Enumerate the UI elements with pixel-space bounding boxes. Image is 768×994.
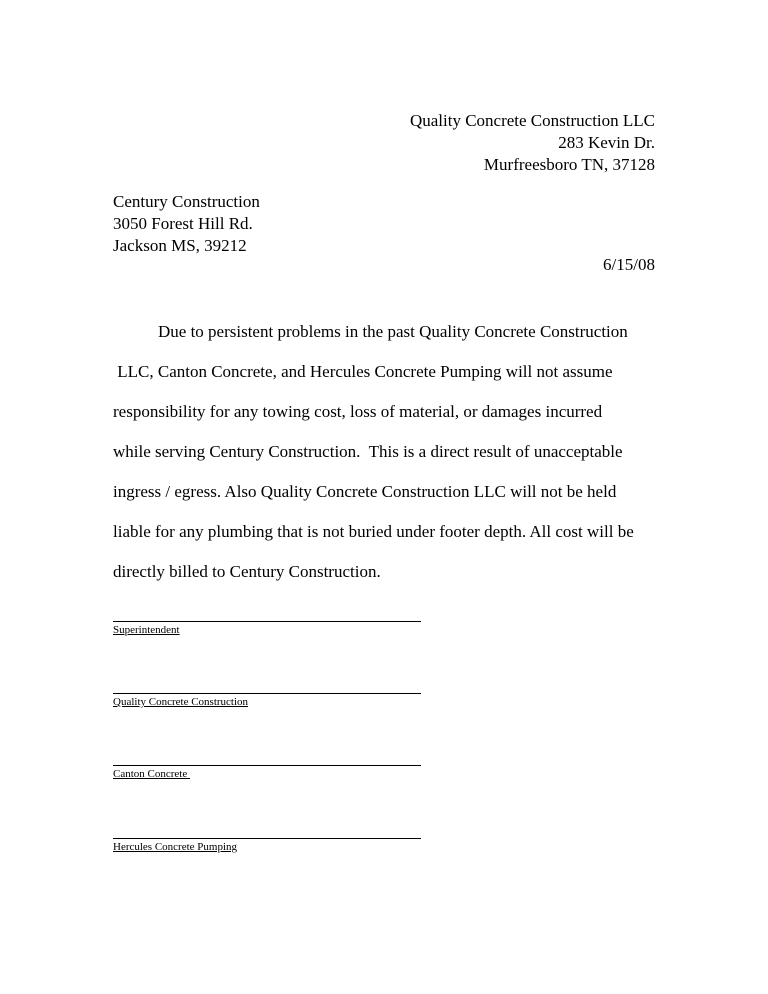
signature-line[interactable] xyxy=(113,693,421,694)
body-line: liable for any plumbing that is not buried under footer depth. All cost will be xyxy=(113,522,634,541)
body-line: while serving Century Construction. This is a direct result of unacceptable xyxy=(113,442,623,461)
signature-line[interactable] xyxy=(113,765,421,766)
signature-line[interactable] xyxy=(113,621,421,622)
body-line: LLC, Canton Concrete, and Hercules Concrete Pumping will not assume xyxy=(113,362,613,381)
recipient-company: Century Construction xyxy=(113,192,260,211)
signature-label: Canton Concrete xyxy=(113,768,190,780)
sender-city-state-zip: Murfreesboro TN, 37128 xyxy=(483,155,655,174)
body-line: Due to persistent problems in the past Quality Concrete Construction xyxy=(158,322,628,341)
signature-block-canton-concrete xyxy=(113,765,421,781)
signature-block-hercules-pumping xyxy=(113,838,421,854)
signature-label: Hercules Concrete Pumping xyxy=(113,841,238,853)
sender-street: 283 Kevin Dr. xyxy=(558,133,655,152)
recipient-address xyxy=(113,191,260,257)
body-line: responsibility for any towing cost, loss of material, or damages incurred xyxy=(113,402,603,421)
letter-body xyxy=(113,312,634,592)
signature-block-superintendent xyxy=(113,621,421,637)
recipient-street: 3050 Forest Hill Rd. xyxy=(113,214,253,233)
letter-date: 6/15/08 xyxy=(603,255,655,274)
sender-address xyxy=(410,110,655,176)
signature-line[interactable] xyxy=(113,838,421,839)
recipient-city-state-zip: Jackson MS, 39212 xyxy=(113,236,247,255)
body-line: directly billed to Century Construction. xyxy=(113,562,381,581)
sender-company: Quality Concrete Construction LLC xyxy=(409,111,655,130)
body-line: ingress / egress. Also Quality Concrete Construction LLC will not be held xyxy=(113,482,617,501)
signature-block-quality-concrete xyxy=(113,693,421,709)
signature-label: Quality Concrete Construction xyxy=(113,696,249,708)
signature-label: Superintendent xyxy=(113,624,180,636)
